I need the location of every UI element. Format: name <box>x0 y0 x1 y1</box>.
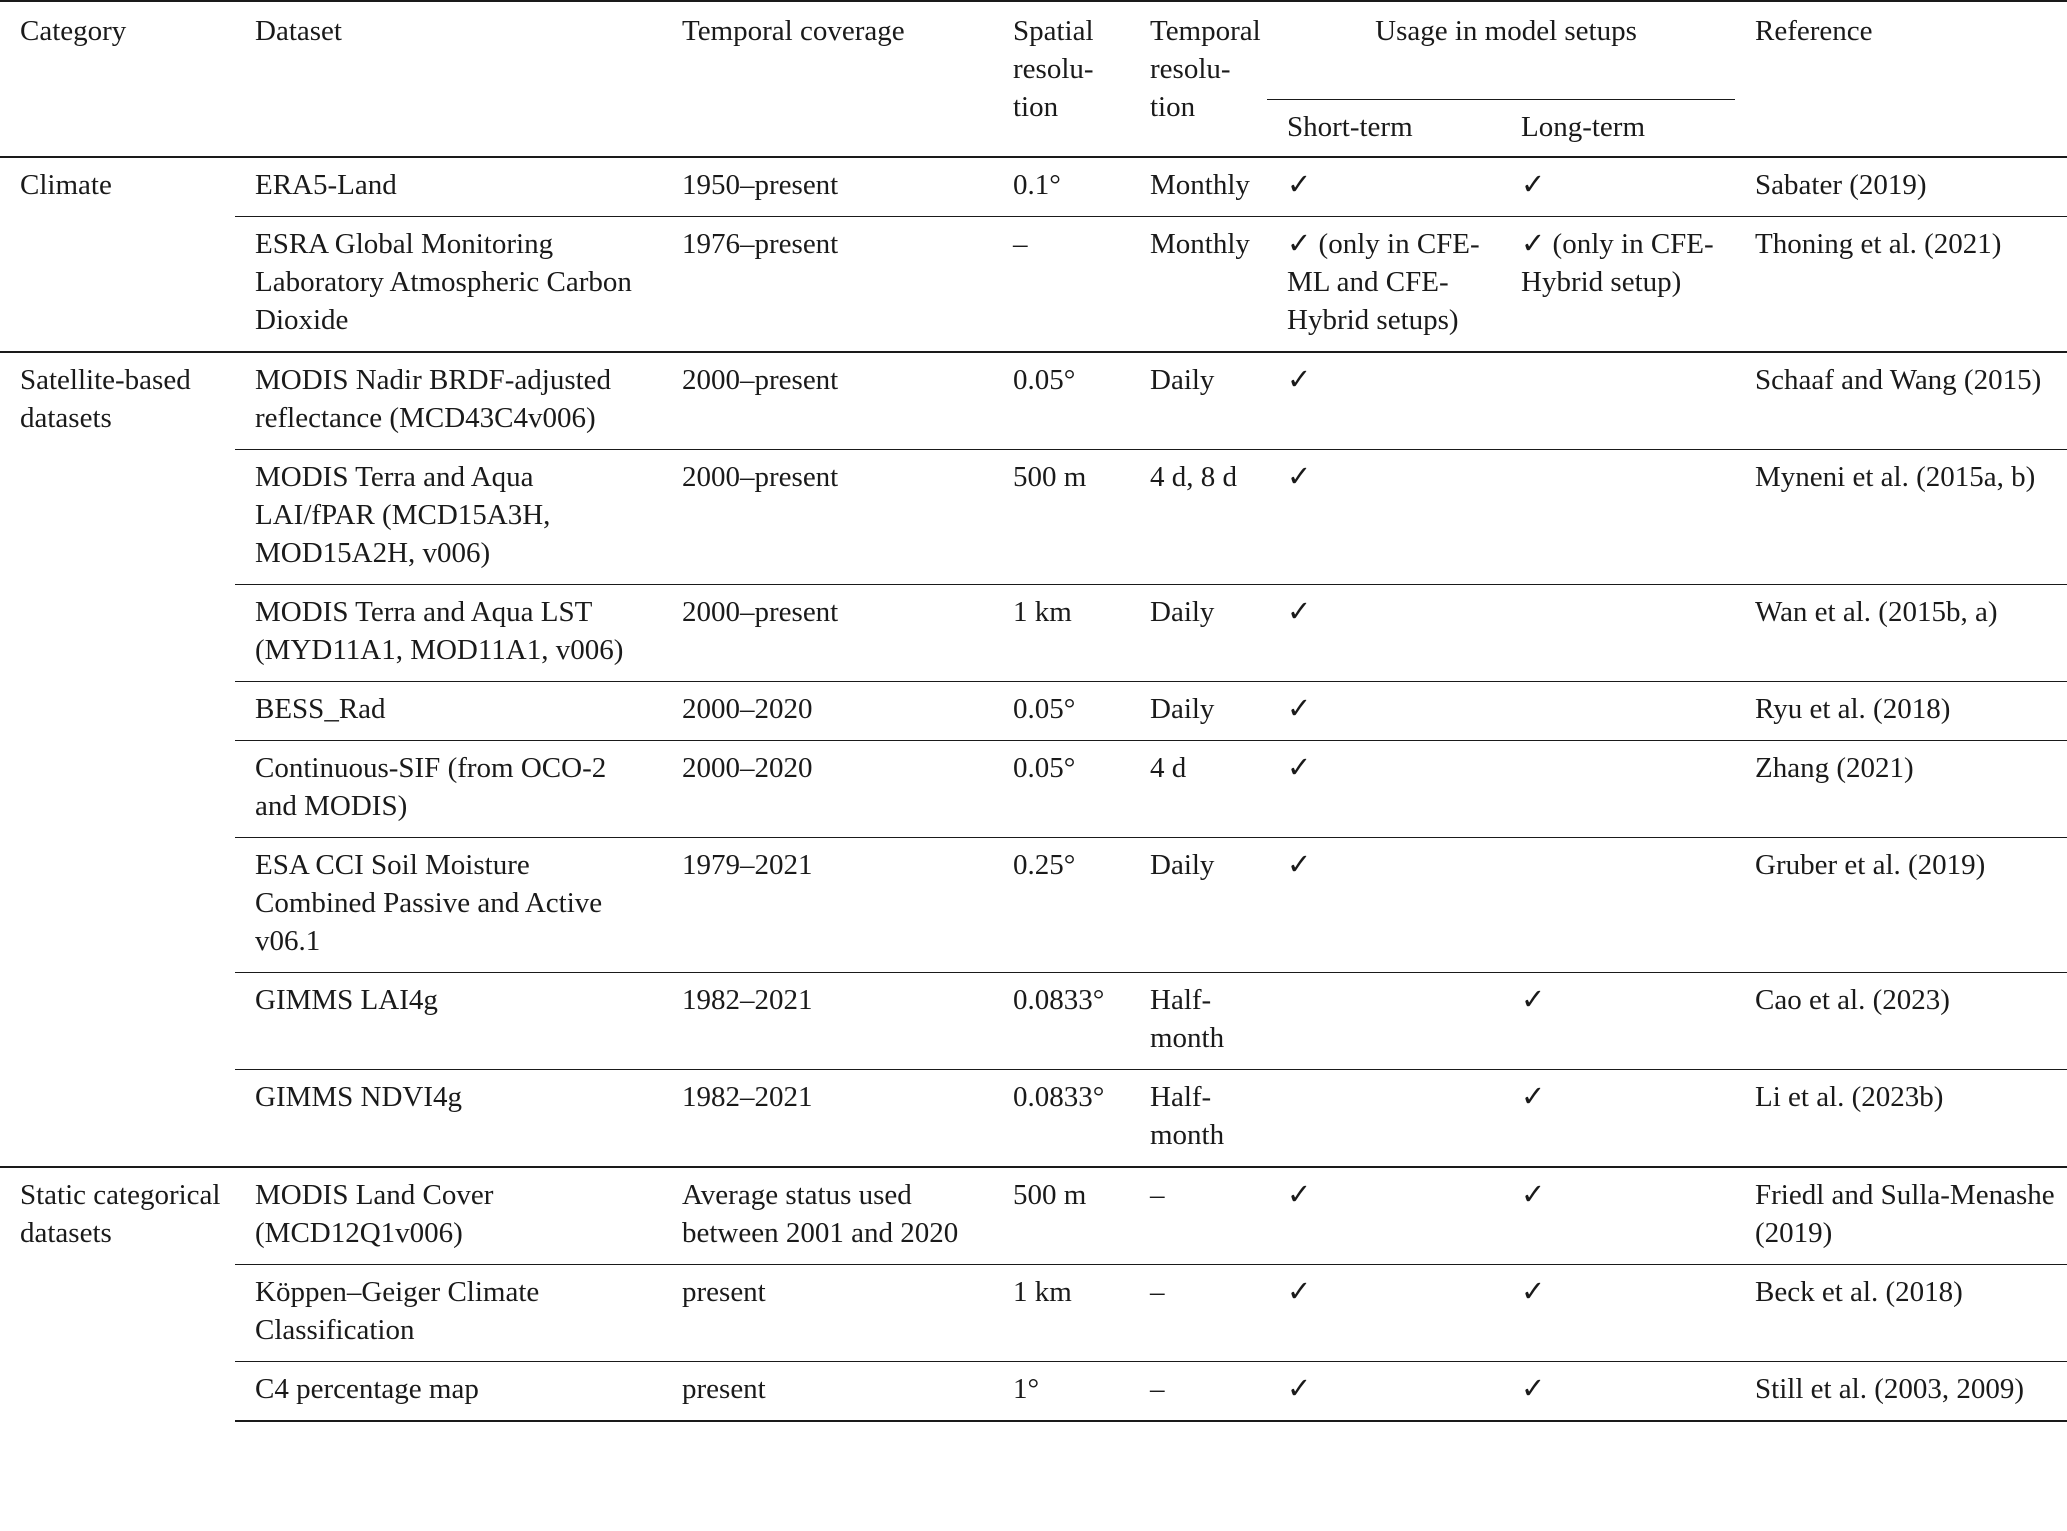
reference-cell: Li et al. (2023b) <box>1735 1069 2067 1167</box>
spatial-resolution-cell: 0.25° <box>993 837 1130 972</box>
short-term-cell: ✓ <box>1267 1167 1501 1265</box>
temporal-resolution-cell: Monthly <box>1130 216 1267 352</box>
header-temporal-coverage: Temporal coverage <box>662 1 993 157</box>
long-term-cell <box>1501 352 1735 450</box>
long-term-cell: ✓ <box>1501 157 1735 217</box>
dataset-cell: MODIS Terra and Aqua LST (MYD11A1, MOD11A1, v006) <box>235 584 662 681</box>
category-cell: Static categorical datasets <box>0 1167 235 1421</box>
temporal-coverage-cell: 2000–2020 <box>662 681 993 740</box>
temporal-coverage-cell: present <box>662 1361 993 1421</box>
spatial-resolution-cell: 1° <box>993 1361 1130 1421</box>
long-term-cell <box>1501 681 1735 740</box>
reference-cell: Myneni et al. (2015a, b) <box>1735 449 2067 584</box>
temporal-coverage-cell: 1976–present <box>662 216 993 352</box>
spatial-resolution-cell: 1 km <box>993 1264 1130 1361</box>
spatial-resolution-cell: 500 m <box>993 449 1130 584</box>
header-reference: Reference <box>1735 1 2067 157</box>
table-row <box>0 972 2067 1069</box>
reference-cell: Still et al. (2003, 2009) <box>1735 1361 2067 1421</box>
spatial-resolution-cell: 0.1° <box>993 157 1130 217</box>
table-body <box>0 157 2067 1421</box>
dataset-cell: ESRA Global Monitoring Laboratory Atmospheric Carbon Dioxide <box>235 216 662 352</box>
reference-cell: Gruber et al. (2019) <box>1735 837 2067 972</box>
table-header <box>0 1 2067 157</box>
table-row <box>0 681 2067 740</box>
table-row <box>0 352 2067 450</box>
dataset-cell: ERA5-Land <box>235 157 662 217</box>
temporal-resolution-cell: Monthly <box>1130 157 1267 217</box>
temporal-coverage-cell: Average status used between 2001 and 2020 <box>662 1167 993 1265</box>
temporal-resolution-cell: Daily <box>1130 681 1267 740</box>
dataset-cell: Continuous-SIF (from OCO-2 and MODIS) <box>235 740 662 837</box>
long-term-cell <box>1501 740 1735 837</box>
spatial-resolution-cell: 0.0833° <box>993 1069 1130 1167</box>
header-spatial-resolution: Spatial resolu- tion <box>993 1 1130 157</box>
temporal-resolution-cell: – <box>1130 1167 1267 1265</box>
short-term-cell <box>1267 972 1501 1069</box>
reference-cell: Schaaf and Wang (2015) <box>1735 352 2067 450</box>
long-term-cell: ✓ <box>1501 1264 1735 1361</box>
header-long-term: Long-term <box>1501 99 1735 157</box>
reference-cell: Thoning et al. (2021) <box>1735 216 2067 352</box>
short-term-cell: ✓ (only in CFE-ML and CFE-Hybrid setups) <box>1267 216 1501 352</box>
dataset-cell: GIMMS LAI4g <box>235 972 662 1069</box>
short-term-cell: ✓ <box>1267 1264 1501 1361</box>
dataset-cell: C4 percentage map <box>235 1361 662 1421</box>
temporal-coverage-cell: 2000–present <box>662 584 993 681</box>
temporal-resolution-cell: Half-month <box>1130 972 1267 1069</box>
spatial-resolution-cell: 1 km <box>993 584 1130 681</box>
temporal-coverage-cell: 2000–present <box>662 352 993 450</box>
header-dataset: Dataset <box>235 1 662 157</box>
reference-cell: Zhang (2021) <box>1735 740 2067 837</box>
dataset-cell: GIMMS NDVI4g <box>235 1069 662 1167</box>
temporal-resolution-cell: Daily <box>1130 352 1267 450</box>
dataset-cell: BESS_Rad <box>235 681 662 740</box>
temporal-resolution-cell: 4 d <box>1130 740 1267 837</box>
reference-cell: Wan et al. (2015b, a) <box>1735 584 2067 681</box>
long-term-cell <box>1501 449 1735 584</box>
header-short-term: Short-term <box>1267 99 1501 157</box>
table-row <box>0 1167 2067 1265</box>
reference-cell: Friedl and Sulla-Menashe (2019) <box>1735 1167 2067 1265</box>
temporal-resolution-cell: – <box>1130 1264 1267 1361</box>
category-cell: Satellite-based datasets <box>0 352 235 1167</box>
table-row <box>0 1361 2067 1421</box>
table-row <box>0 157 2067 217</box>
short-term-cell: ✓ <box>1267 1361 1501 1421</box>
short-term-cell: ✓ <box>1267 584 1501 681</box>
short-term-cell: ✓ <box>1267 352 1501 450</box>
long-term-cell: ✓ <box>1501 1167 1735 1265</box>
table-row <box>0 837 2067 972</box>
table-row <box>0 216 2067 352</box>
spatial-resolution-cell: – <box>993 216 1130 352</box>
spatial-resolution-cell: 0.05° <box>993 740 1130 837</box>
dataset-cell: ESA CCI Soil Moisture Combined Passive and Active v06.1 <box>235 837 662 972</box>
reference-cell: Beck et al. (2018) <box>1735 1264 2067 1361</box>
temporal-resolution-cell: – <box>1130 1361 1267 1421</box>
reference-cell: Ryu et al. (2018) <box>1735 681 2067 740</box>
short-term-cell: ✓ <box>1267 449 1501 584</box>
temporal-resolution-cell: 4 d, 8 d <box>1130 449 1267 584</box>
reference-cell: Cao et al. (2023) <box>1735 972 2067 1069</box>
long-term-cell: ✓ <box>1501 1361 1735 1421</box>
short-term-cell: ✓ <box>1267 157 1501 217</box>
dataset-cell: MODIS Nadir BRDF-adjusted reflectance (MCD43C4v006) <box>235 352 662 450</box>
header-row <box>0 1 2067 99</box>
temporal-coverage-cell: 1982–2021 <box>662 1069 993 1167</box>
temporal-resolution-cell: Half-month <box>1130 1069 1267 1167</box>
short-term-cell: ✓ <box>1267 837 1501 972</box>
temporal-coverage-cell: 2000–2020 <box>662 740 993 837</box>
temporal-resolution-cell: Daily <box>1130 584 1267 681</box>
table-row <box>0 584 2067 681</box>
dataset-cell: Köppen–Geiger Climate Classification <box>235 1264 662 1361</box>
header-usage: Usage in model setups <box>1267 1 1735 99</box>
table-row <box>0 740 2067 837</box>
table-row <box>0 1264 2067 1361</box>
short-term-cell: ✓ <box>1267 740 1501 837</box>
spatial-resolution-cell: 0.05° <box>993 681 1130 740</box>
temporal-coverage-cell: 1982–2021 <box>662 972 993 1069</box>
long-term-cell: ✓ (only in CFE-Hybrid setup) <box>1501 216 1735 352</box>
temporal-coverage-cell: 2000–present <box>662 449 993 584</box>
header-category: Category <box>0 1 235 157</box>
long-term-cell <box>1501 837 1735 972</box>
spatial-resolution-cell: 500 m <box>993 1167 1130 1265</box>
table-row <box>0 449 2067 584</box>
dataset-cell: MODIS Terra and Aqua LAI/fPAR (MCD15A3H, MOD15A2H, v006) <box>235 449 662 584</box>
dataset-cell: MODIS Land Cover (MCD12Q1v006) <box>235 1167 662 1265</box>
temporal-coverage-cell: present <box>662 1264 993 1361</box>
category-cell: Climate <box>0 157 235 352</box>
spatial-resolution-cell: 0.05° <box>993 352 1130 450</box>
temporal-coverage-cell: 1979–2021 <box>662 837 993 972</box>
short-term-cell: ✓ <box>1267 681 1501 740</box>
spatial-resolution-cell: 0.0833° <box>993 972 1130 1069</box>
reference-cell: Sabater (2019) <box>1735 157 2067 217</box>
table-row <box>0 1069 2067 1167</box>
short-term-cell <box>1267 1069 1501 1167</box>
temporal-resolution-cell: Daily <box>1130 837 1267 972</box>
header-temporal-resolution: Temporal resolu- tion <box>1130 1 1267 157</box>
temporal-coverage-cell: 1950–present <box>662 157 993 217</box>
long-term-cell: ✓ <box>1501 1069 1735 1167</box>
long-term-cell <box>1501 584 1735 681</box>
long-term-cell: ✓ <box>1501 972 1735 1069</box>
